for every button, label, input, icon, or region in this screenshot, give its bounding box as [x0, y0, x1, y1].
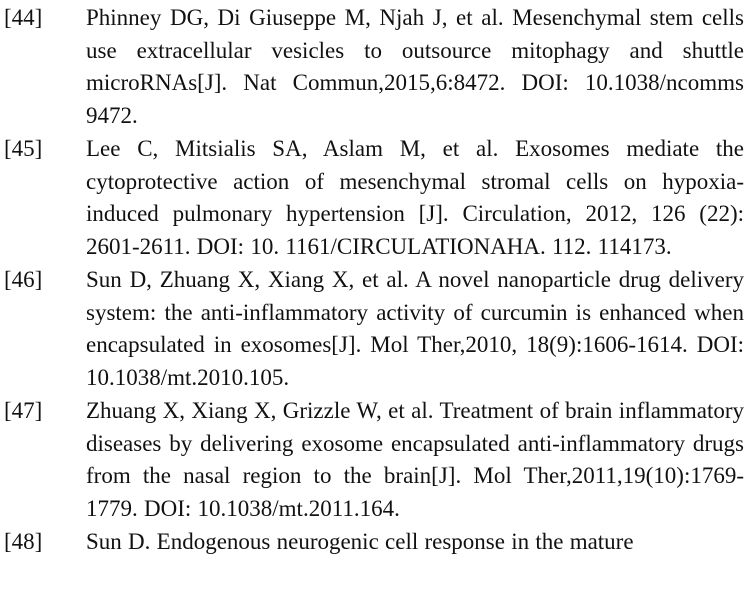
reference-entry-46 [0, 264, 754, 394]
reference-text: Zhuang X, Xiang X, Grizzle W, et al. Treatment of brain inflammatory diseases by delivering exosome encapsulated anti-inflammatory drugs from the nasal region to the brain[J]. Mol Ther,2011,19(10):1769-1779. DOI: 10.1038/mt.2011.164. [86, 398, 744, 521]
reference-entry-44 [0, 2, 754, 132]
reference-number: [46] [4, 267, 43, 292]
reference-number: [45] [4, 136, 43, 161]
reference-text: Lee C, Mitsialis SA, Aslam M, et al. Exosomes mediate the cytoprotective action of mesenchymal stromal cells on hypoxia-induced pulmonary hypertension [J]. Circulation, 2012, 126 (22): 2601-2611. DOI: 10. 1161/CIRCULATIONAHA. 112. 114173. [86, 136, 744, 259]
reference-number: [44] [4, 5, 43, 30]
reference-text: Sun D, Zhuang X, Xiang X, et al. A novel nanoparticle drug delivery system: the anti-inflammatory activity of curcumin is enhanced when encapsulated in exosomes[J]. Mol Ther,2010, 18(9):1606-1614. DOI: 10.1038/mt.2010.105. [86, 267, 744, 390]
reference-number: [47] [4, 398, 43, 423]
reference-number: [48] [4, 529, 43, 554]
reference-entry-47 [0, 395, 754, 525]
reference-entry-45 [0, 133, 754, 263]
reference-text: Phinney DG, Di Giuseppe M, Njah J, et al. Mesenchymal stem cells use extracellular vesicles to outsource mitophagy and shuttle microRNAs[J]. Nat Commun,2015,6:8472. DOI: 10.1038/ncomms 9472. [86, 5, 744, 128]
reference-text: Sun D. Endogenous neurogenic cell response in the mature [86, 529, 634, 554]
reference-entry-48 [0, 526, 754, 559]
